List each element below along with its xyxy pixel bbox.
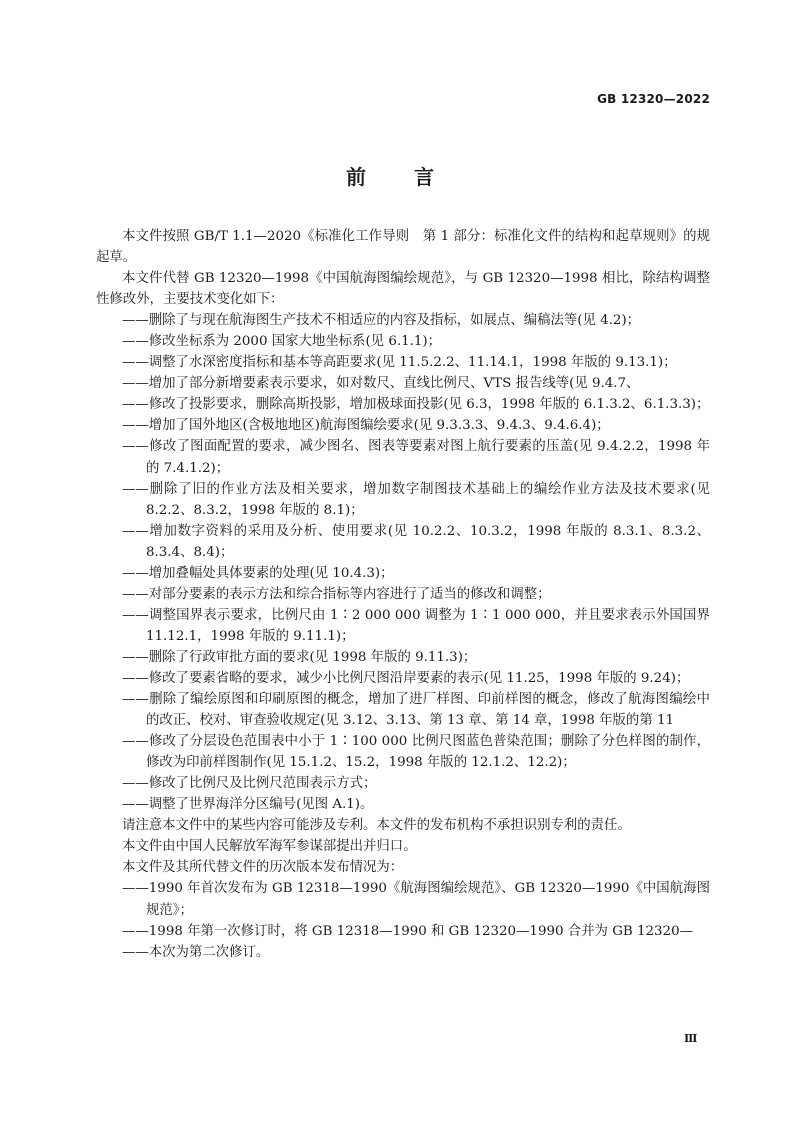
list-item: ——修改了分层设色范围表中小于 1∶100 000 比例尺图蓝色普染范围；删除了分色样图的制作， xyxy=(122,734,710,750)
body-line: 性修改外，主要技术变化如下： xyxy=(96,292,284,308)
list-item: ——修改了投影要求，删除高斯投影，增加极球面投影(见 6.3，1998 年版的 6.1.3.2、6.1.3.3)； xyxy=(122,397,710,413)
list-item: ——增加了部分新增要素表示要求，如对数尺、直线比例尺、VTS 报告线等(见 9.4.7、 xyxy=(122,376,640,392)
list-item: ——修改了要素省略的要求，减少小比例尺图沿岸要素的表示(见 11.25，1998 年版的 9.24)； xyxy=(122,670,690,686)
list-item: ——修改了图面配置的要求，减少图名、图表等要素对图上航行要素的压盖(见 9.4.2.2，1998 年 xyxy=(122,439,710,455)
list-item: ——删除了编绘原图和印刷原图的概念，增加了进厂样图、印前样图的概念，修改了航海图编绘中 xyxy=(122,692,710,708)
body-line: 本文件按照 GB/T 1.1—2020《标准化工作导则 第 1 部分：标准化文件的结构和起草规则》的规 xyxy=(122,229,710,244)
standard-number: GB 12320—2022 xyxy=(597,92,710,106)
list-item: ——1998 年第一次修订时，将 GB 12318—1990 和 GB 12320—1990 合并为 GB 12320— xyxy=(122,923,693,939)
list-item: ——修改了比例尺及比例尺范围表示方式； xyxy=(122,776,377,792)
list-item: ——删除了旧的作业方法及相关要求，增加数字制图技术基础上的编绘作业方法及技术要求(见 xyxy=(122,481,710,497)
list-item: ——调整国界表示要求，比例尺由 1∶2 000 000 调整为 1∶1 000 000，并且要求表示外国国界 xyxy=(122,607,710,623)
body-line: 本文件由中国人民解放军海军参谋部提出并归口。 xyxy=(122,839,417,855)
list-item: ——增加叠幅处具体要素的处理(见 10.4.3)； xyxy=(122,565,394,581)
list-item: ——删除了行政审批方面的要求(见 1998 年版的 9.11.3)； xyxy=(122,649,477,665)
list-item: ——1990 年首次发布为 GB 12318—1990《航海图编绘规范》、GB 12320—1990《中国航海图 xyxy=(122,881,710,897)
body-line: 起草。 xyxy=(96,250,137,266)
body-line: 请注意本文件中的某些内容可能涉及专利。本文件的发布机构不承担识别专利的责任。 xyxy=(122,818,631,834)
page-title: 前 言 xyxy=(346,165,448,189)
page-number: Ⅲ xyxy=(684,1032,698,1045)
list-item-continuation: 8.3.4、8.4)； xyxy=(146,544,234,560)
body-line: 本文件代替 GB 12320—1998《中国航海图编绘规范》，与 GB 12320—1998 相比，除结构调整 xyxy=(122,271,710,287)
body-line: 本文件及其所代替文件的历次版本发布情况为： xyxy=(122,860,404,876)
list-item: ——调整了世界海洋分区编号(见图 A.1)。 xyxy=(122,797,374,813)
list-item-continuation: 11.12.1，1998 年版的 9.11.1)； xyxy=(146,628,355,644)
list-item: ——对部分要素的表示方法和综合指标等内容进行了适当的修改和调整； xyxy=(122,586,551,602)
list-item: ——本次为第二次修订。 xyxy=(122,944,270,960)
list-item-continuation: 的 7.4.1.2)； xyxy=(146,460,230,476)
list-item-continuation: 的改正、校对、审查验收规定(见 3.12、3.13、第 13 章、第 14 章，1998 年版的第 11 xyxy=(146,713,674,729)
list-item-continuation: 8.2.2、8.3.2，1998 年版的 8.1)； xyxy=(146,502,364,518)
list-item: ——增加数字资料的采用及分析、使用要求(见 10.2.2、10.3.2，1998 年版的 8.3.1、8.3.2、 xyxy=(122,523,710,539)
foreword-body xyxy=(96,226,710,963)
list-item: ——修改坐标系为 2000 国家大地坐标系(见 6.1.1)； xyxy=(122,334,442,350)
list-item: ——调整了水深密度指标和基本等高距要求(见 11.5.2.2、11.14.1，1998 年版的 9.13.1)； xyxy=(122,355,677,371)
list-item: ——增加了国外地区(含极地地区)航海图编绘要求(见 9.3.3.3、9.4.3、9.4.6.4)； xyxy=(122,418,610,434)
list-item-continuation: 规范》； xyxy=(146,902,193,918)
list-item: ——删除了与现在航海图生产技术不相适应的内容及指标，如展点、编稿法等(见 4.2)； xyxy=(122,313,641,329)
list-item-continuation: 修改为印前样图制作(见 15.1.2、15.2，1998 年版的 12.1.2、12.2)； xyxy=(146,755,576,771)
